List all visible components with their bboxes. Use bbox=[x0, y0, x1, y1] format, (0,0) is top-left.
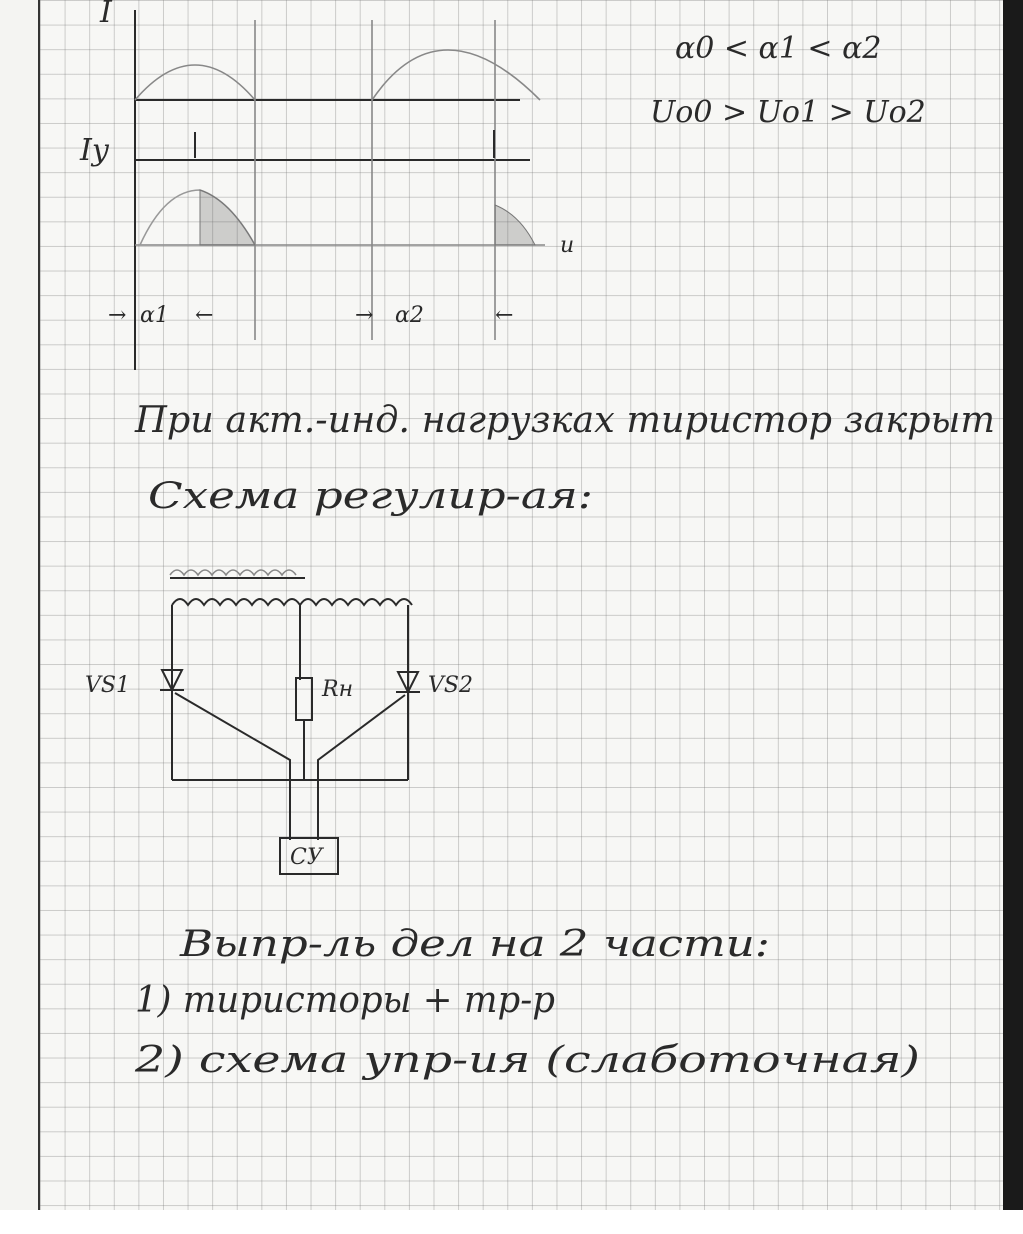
scheme-title: Схема регулир-ая: bbox=[148, 476, 593, 517]
resistor-rn-icon bbox=[296, 678, 312, 720]
conclusion-title: Выпр-ль дел на 2 части: bbox=[178, 924, 771, 965]
alpha2-label: α2 bbox=[395, 303, 424, 328]
transformer-primary bbox=[170, 570, 296, 575]
rn-label: Rн bbox=[322, 677, 354, 702]
axis-i-label: I bbox=[100, 0, 112, 30]
vs1-gate-wire bbox=[175, 693, 290, 840]
current-wave-1 bbox=[135, 65, 255, 100]
hatched-area-1 bbox=[200, 190, 255, 245]
cu-label: СУ bbox=[290, 845, 323, 870]
axis-iy-label: Iу bbox=[80, 133, 110, 168]
alpha2-arrow-left: → bbox=[355, 303, 374, 328]
alpha1-arrow-left: → bbox=[108, 303, 127, 328]
axis-u-label: u bbox=[560, 233, 575, 258]
alpha1-label: α1 bbox=[140, 303, 169, 328]
alpha2-arrow-right: ← bbox=[495, 303, 514, 328]
list-item-1: 1) тиристоры + тр-р bbox=[135, 980, 555, 1021]
formula-voltage: Uo0 > Uo1 > Uo2 bbox=[650, 95, 926, 130]
vs2-gate-wire bbox=[318, 695, 405, 840]
text-load-line: При акт.-инд. нагрузках тиристор закрыт bbox=[133, 400, 995, 441]
list-item-2: 2) схема упр-ия (слаботочная) bbox=[133, 1040, 920, 1081]
vs1-label: VS1 bbox=[85, 673, 130, 698]
current-wave-2 bbox=[372, 50, 540, 100]
hatched-area-2 bbox=[495, 205, 535, 245]
formula-alpha: α0 < α1 < α2 bbox=[675, 31, 882, 66]
alpha1-arrow-right: ← bbox=[195, 303, 214, 328]
transformer-secondary bbox=[172, 599, 412, 605]
vs2-label: VS2 bbox=[428, 673, 473, 698]
